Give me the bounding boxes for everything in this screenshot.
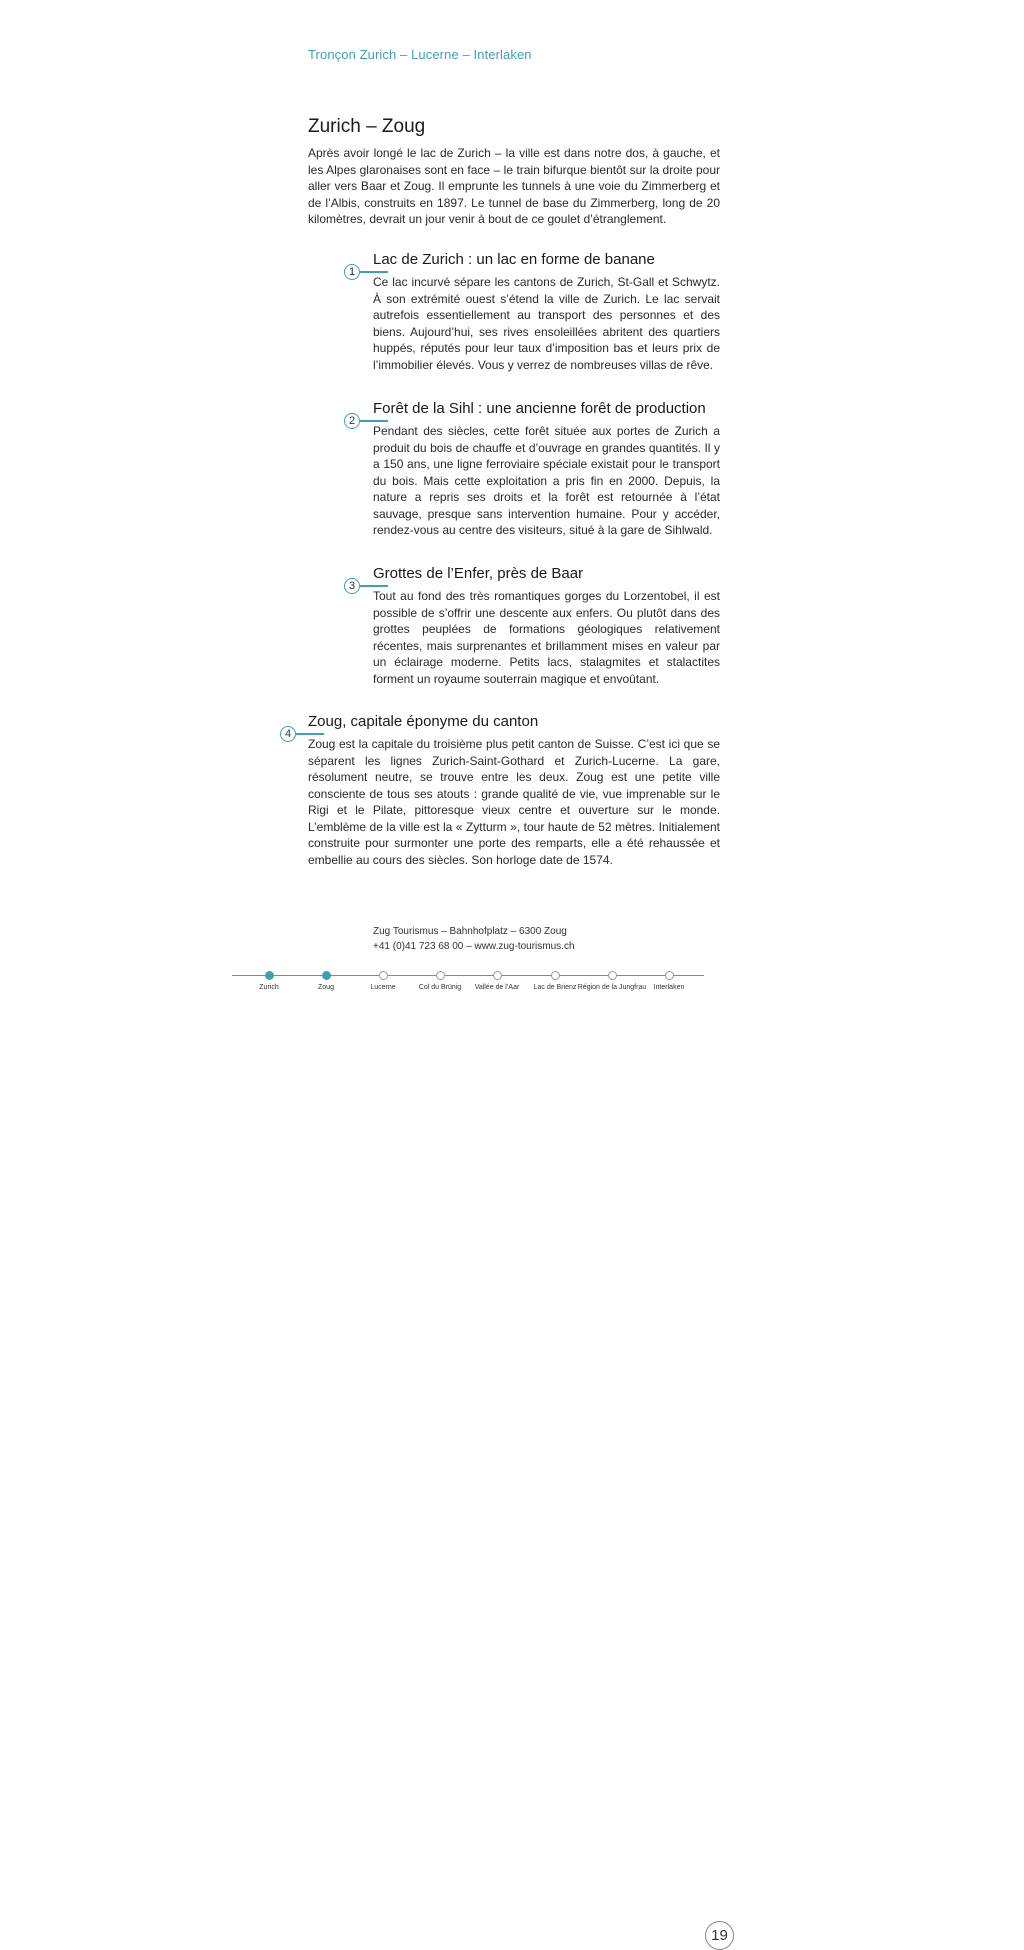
section-body: Zoug est la capitale du troisième plus petit canton de Suisse. C’est ici que se séparent les lignes Zurich-Saint-Gothard et Zurich-Lucerne. La gare, résolument neutre, se trouve entre les deux. Zoug est une petite ville consciente de tous ses atouts : grande qualité de vie, vue imprenable sur le Rigi et le Pilate, pittoresque vieux centre et ouverture sur le monde. L’emblème de la ville est la « Zytturm », tour haute de 52 mètres. Initialement construite pour surmonter une porte des remparts, elle a été rehaussée et embellie au cours des siècles. Son horloge date de 1574. [308,737,720,867]
page-number: 19 [705,1921,734,1950]
number-badge: 1 [344,264,360,280]
section-title: Lac de Zurich : un lac en forme de banane [373,251,655,268]
timeline-stop-label: Interlaken [653,984,685,991]
section-body: Pendant des siècles, cette forêt située aux portes de Zurich a produit du bois de chauffe et d’ouvrage en grandes quantités. Il y a 150 ans, une ligne ferroviaire spéciale existait pour le transport du bois. Mais cette exploitation a pris fin en 2000. Depuis, la nature a repris ses droits et la forêt est retournée à l’état sauvage, presque sans intervention humaine. Pour y accéder, rendez-vous au centre des visiteurs, situé à la gare de Sihlwald. [373,424,720,537]
number-badge: 3 [344,578,360,594]
route-header: Tronçon Zurich – Lucerne – Interlaken [308,47,532,62]
timeline-stop-dot [322,971,331,980]
timeline-stop-label: Lac de Brienz [533,984,577,991]
timeline-stop-label: Lucerne [370,984,396,991]
section-title: Grottes de l’Enfer, près de Baar [373,565,584,582]
section-4 [308,713,720,868]
timeline-stop-dot [608,971,617,980]
tourism-contact [373,924,575,954]
section-3 [373,565,720,687]
section-title: Zoug, capitale éponyme du canton [308,713,539,730]
section-2 [373,400,720,539]
timeline-stop-dot [665,971,674,980]
timeline-stop-dot [436,971,445,980]
timeline-stop-dot [379,971,388,980]
timeline-stop-label: Zurich [259,984,279,991]
intro-paragraph: Après avoir longé le lac de Zurich – la ville est dans notre dos, à gauche, et les Alpes glaronaises sont en face – le train bifurque bientôt sur la droite pour aller vers Baar et Zoug. Il emprunte les tunnels à une voie du Zimmerberg et de l’Albis, construits en 1897. Le tunnel de base du Zimmerberg, long de 20 kilomètres, devrait un jour venir à bout de ce goulet d’étranglement. [308,146,720,226]
section-body: Ce lac incurvé sépare les cantons de Zurich, St-Gall et Schwytz. À son extrémité ouest s’étend la ville de Zurich. Le lac servait autrefois essentiellement au transport des personnes et des biens. Aujourd’hui, ses rives ensoleillées abritent des quartiers huppés, réputés pour leur taux d’imposition bas et leurs prix de l’immobilier élevés. Vous y verrez de nombreuses villas de rêve. [373,275,720,372]
tourism-phone-web: +41 (0)41 723 68 00 – www.zug-tourismus.ch [373,941,575,952]
route-timeline [0,960,1024,1944]
timeline-stop-label: Vallée de l’Aar [474,984,520,991]
timeline-stop-dot [493,971,502,980]
section-1 [373,251,720,373]
timeline-line [232,975,704,976]
timeline-stop-label: Zoug [318,984,334,991]
timeline-stop-label: Région de la Jungfrau [577,984,647,991]
section-title: Forêt de la Sihl : une ancienne forêt de production [373,400,706,417]
number-badge: 2 [344,413,360,429]
timeline-stop-dot [551,971,560,980]
tourism-address: Zug Tourismus – Bahnhofplatz – 6300 Zoug [373,926,567,937]
timeline-stop-label: Col du Brünig [418,984,462,991]
page-title: Zurich – Zoug [308,116,426,137]
number-badge: 4 [280,726,296,742]
timeline-stop-dot [265,971,274,980]
section-body: Tout au fond des très romantiques gorges du Lorzentobel, il est possible de s’offrir une descente aux enfers. Ou plutôt dans des grottes peuplées de formations géologiques relativement récentes, mais surprenantes et brillamment mises en valeur par un éclairage moderne. Petits lacs, stalagmites et stalactites forment un royaume souterrain magique et envoûtant. [373,589,720,686]
